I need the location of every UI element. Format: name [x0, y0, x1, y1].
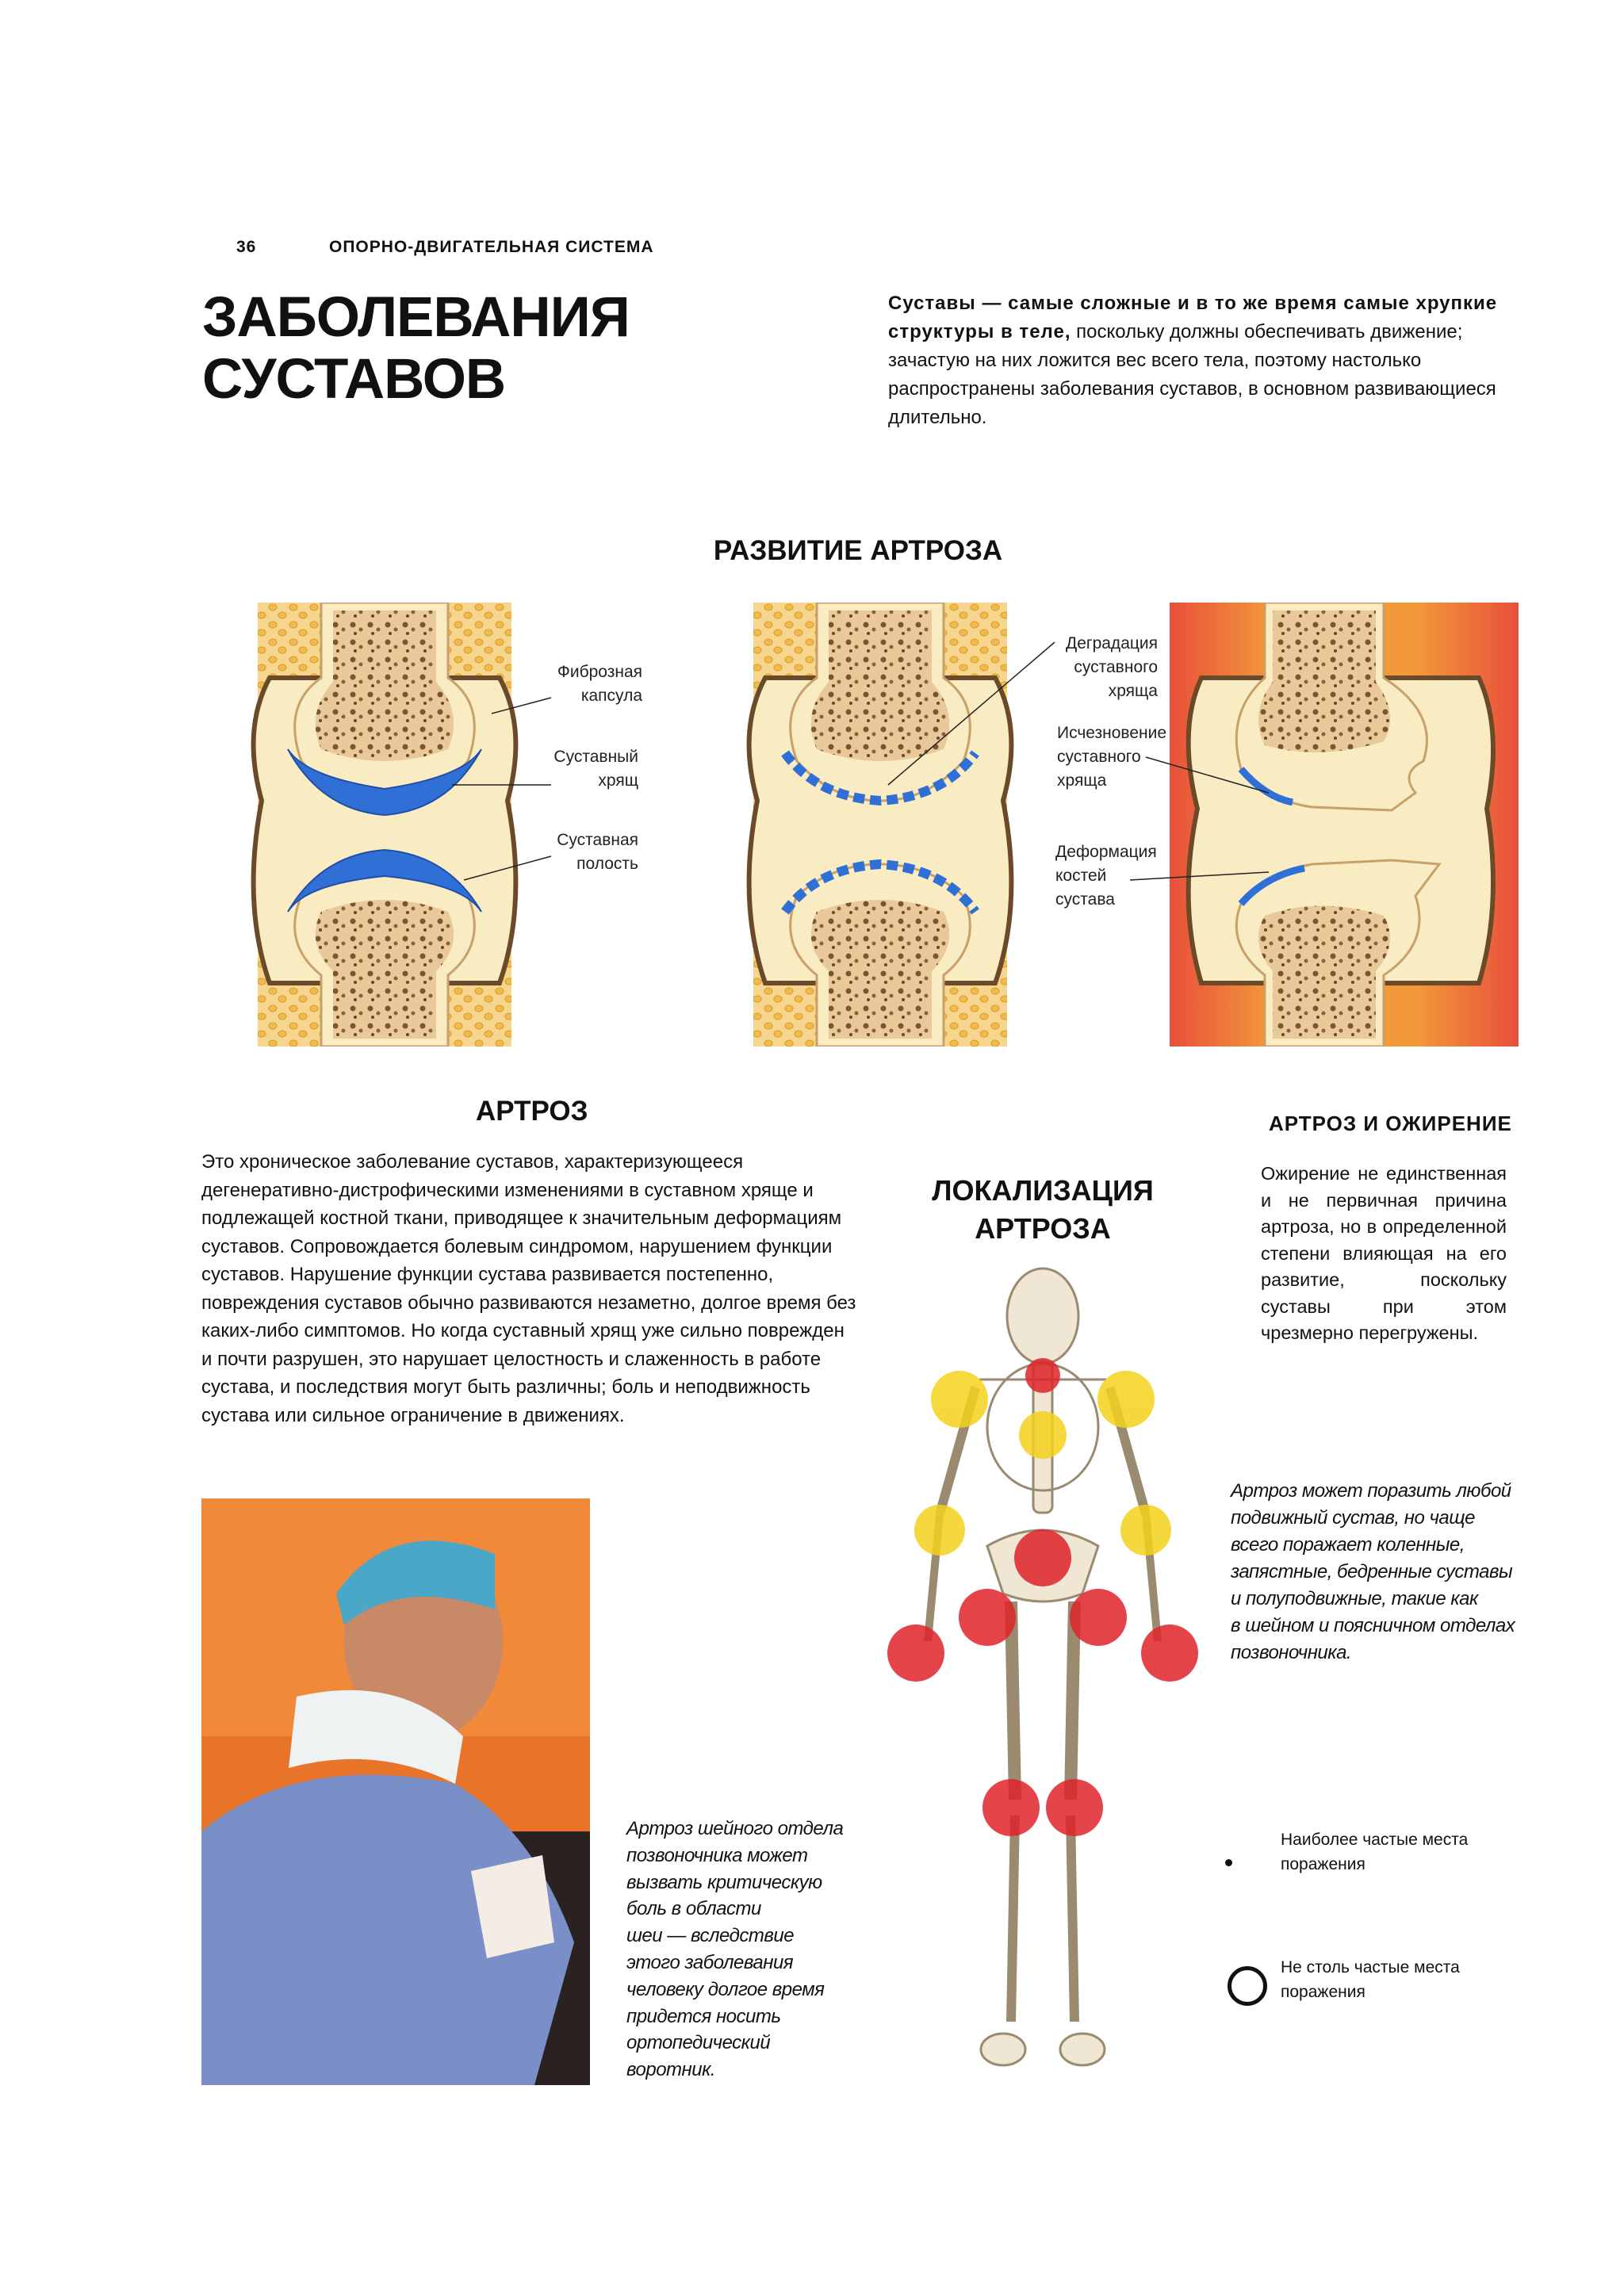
lumbar-spine-marker: [1014, 1529, 1071, 1586]
section-name: ОПОРНО-ДВИГАТЕЛЬНАЯ СИСТЕМА: [329, 238, 654, 256]
legend-frequent-dot: [1225, 1859, 1232, 1866]
label-articular-cartilage: Суставный хрящ: [553, 748, 638, 790]
legend-less-frequent-text: Не столь частые места поражения: [1281, 1958, 1460, 2001]
legend-frequent-text: Наиболее частые места поражения: [1281, 1831, 1469, 1873]
left-foot: [981, 2034, 1025, 2065]
photo-caption: Артроз шейного отдела позвоночника может вызвать критическую боль в области шеи — вследствие этого заболевания человеку долгое время придется носить ортопедический воротник.: [626, 1818, 844, 2081]
diagram-title-text: РАЗВИТИЕ АРТРОЗА: [713, 535, 1003, 566]
diagram-title: [0, 535, 1624, 567]
cervical-spine-marker: [1025, 1358, 1060, 1393]
patient-neck-collar-photo: [201, 1498, 590, 2085]
label-bone-deformation: Деформация костей сустава: [1055, 843, 1157, 909]
artroz-body: Это хроническое заболевание суставов, характеризующееся дегенеративно-дистрофическими изменениями в суставном хряще и подлежащей костной ткани, приводящее к значительным деформациям суставов. Сопровождается болевым синдромом, нарушением функции суставов. Нарушение функции сустава развивается постепенно, повреждения суставов обычно развиваются незаметно, долгое время без каких-либо симптомов. Но когда суставный хрящ уже сильно поврежден и почти разрушен, это нарушает целостность и слаженность в работе сустава, и последствия могут быть различны; боль и неподвижность сустава или сильное ограничение в движениях.: [201, 1151, 856, 1426]
obesity-body: Ожирение не единственная и не первичная причина артроза, но в определенной степени влияющая на его развитие, поскольку суставы при этом чрезмерно перегружены.: [1261, 1163, 1507, 1343]
right-foot: [1060, 2034, 1105, 2065]
hip-right-marker: [1070, 1589, 1127, 1646]
thoracic-spine-marker: [1019, 1411, 1067, 1459]
page-title: ЗАБОЛЕВАНИЯ СУСТАВОВ: [202, 286, 630, 411]
elbow-right-marker: [1120, 1505, 1171, 1556]
knee-right-marker: [1046, 1779, 1103, 1836]
localization-heading: ЛОКАЛИЗАЦИЯ АРТРОЗА: [932, 1174, 1154, 1245]
intro-text: поскольку должны обеспечивать движение; зачастую на них ложится вес всего тела, поэтому настолько распространены заболевания суставов, в основном развивающиеся длительно.: [888, 321, 1496, 428]
label-joint-cavity: Суставная полость: [557, 831, 638, 873]
label-cartilage-disappearance: Исчезновение суставного хряща: [1057, 724, 1167, 790]
hip-left-marker: [959, 1589, 1016, 1646]
wrist-right-marker: [1141, 1624, 1198, 1682]
artroz-heading: АРТРОЗ: [476, 1096, 588, 1127]
skeleton-illustration: [884, 1261, 1201, 2109]
localization-caption: Артроз может поразить любой подвижный сустав, но чаще всего поражает коленные, запястные, бедренные суставы и полуподвижные, такие как в шейном и поясничном отделах позвоночника.: [1231, 1480, 1515, 1663]
knee-left-marker: [982, 1779, 1040, 1836]
upper-bone-spongy: [316, 610, 454, 761]
legend-less-frequent-ring: [1228, 1966, 1267, 2006]
right-tibia: [1071, 1816, 1074, 2022]
elbow-left-marker: [914, 1505, 965, 1556]
label-fibrous-capsule: Фиброзная капсула: [557, 663, 642, 705]
obesity-heading: АРТРОЗ И ОЖИРЕНИЕ: [1269, 1112, 1512, 1135]
wrist-left-marker: [887, 1624, 944, 1682]
shoulder-right-marker: [1097, 1371, 1155, 1428]
label-cartilage-degradation: Деградация суставного хряща: [1066, 634, 1158, 700]
lower-bone-spongy: [316, 900, 454, 1039]
intro-paragraph: [888, 289, 1532, 432]
skull: [1007, 1269, 1078, 1364]
left-tibia: [1011, 1816, 1015, 2022]
intro-bold-text: Суставы — самые сложные и в то же время самые хрупкие структуры в теле,: [888, 293, 1498, 342]
shoulder-left-marker: [931, 1371, 988, 1428]
page-number: 36: [236, 238, 257, 256]
